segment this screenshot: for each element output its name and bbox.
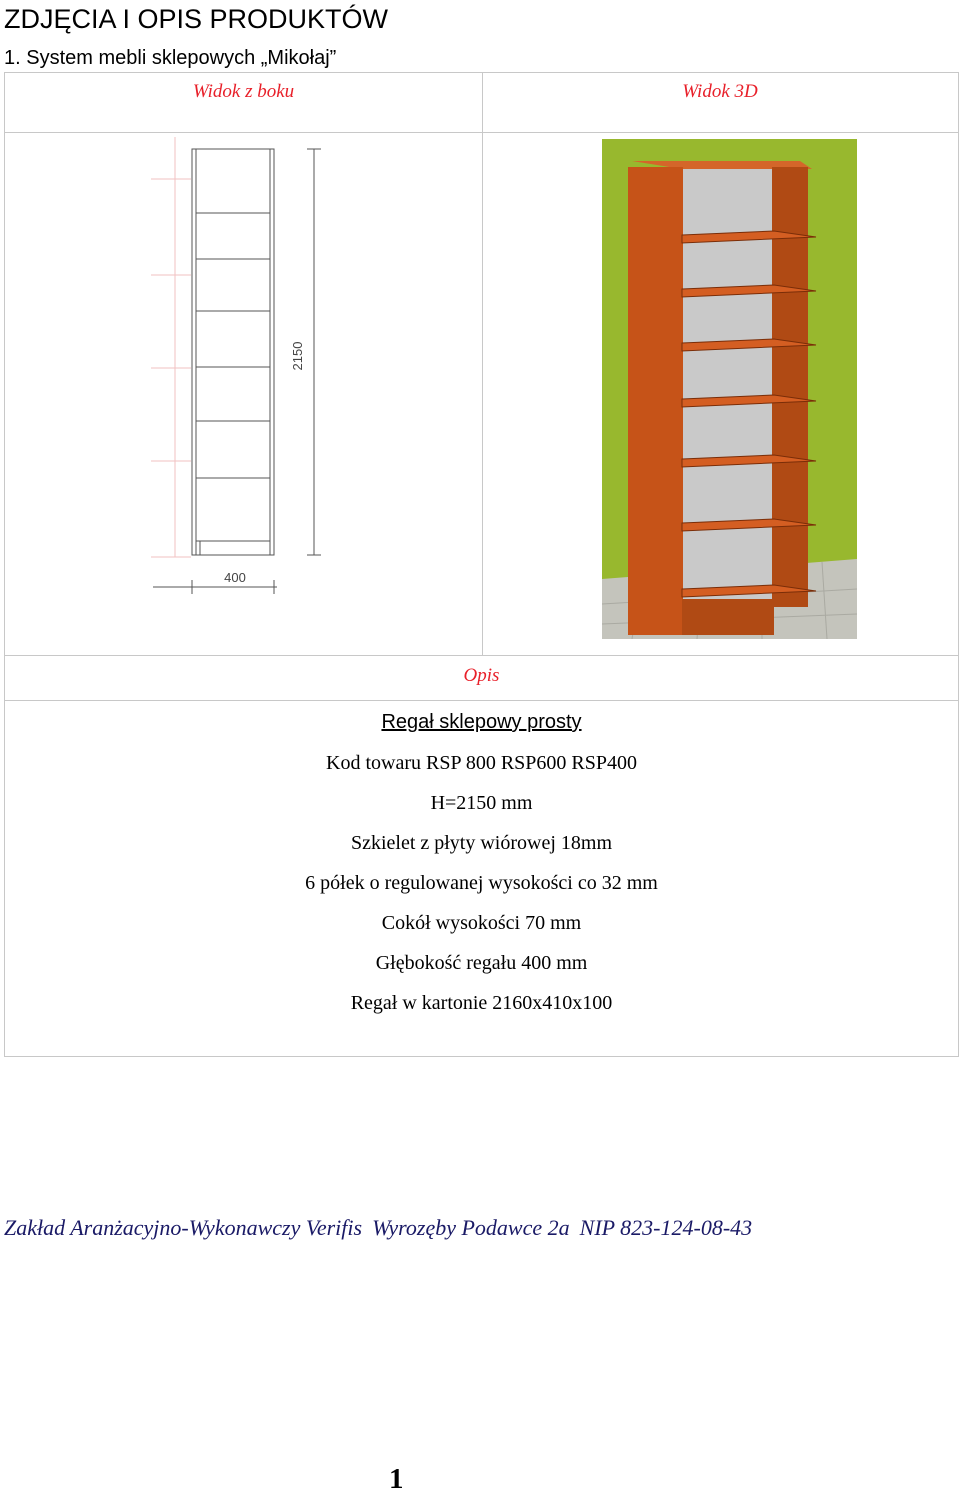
footer-company: Zakład Aranżacyjno-Wykonawczy Verifis: [4, 1215, 363, 1240]
table-column-divider: [482, 73, 483, 655]
product-frame: Szkielet z płyty wiórowej 18mm: [350, 832, 613, 854]
footer-address: Wyrozęby Podawce 2a: [372, 1215, 570, 1240]
depth-dimension-label: [210, 567, 260, 587]
side-view-drawing: [145, 137, 345, 607]
height-dimension-label: [285, 331, 309, 381]
side-view-caption: Widok z boku: [192, 81, 295, 102]
shelf-3d-render: [602, 139, 857, 639]
product-table: [4, 72, 959, 1057]
product-packaging: Regał w kartonie 2160x410x100: [350, 992, 613, 1014]
page-subtitle: 1. System mebli sklepowych „Mikołaj”: [4, 47, 337, 69]
description-caption: Opis: [463, 665, 500, 686]
table-divider: [5, 700, 958, 701]
product-code: Kod towaru RSP 800 RSP600 RSP400: [326, 752, 637, 774]
product-shelves: 6 półek o regulowanej wysokości co 32 mm: [305, 872, 658, 894]
product-name: Regał sklepowy prosty: [381, 711, 582, 733]
depth-label: 400: [224, 570, 246, 585]
view-3d-caption: Widok 3D: [682, 81, 758, 102]
page-number: 1: [389, 1463, 404, 1495]
height-label: 2150: [290, 341, 305, 371]
footer: [4, 1214, 762, 1242]
product-plinth: Cokół wysokości 70 mm: [381, 912, 582, 934]
table-divider: [5, 655, 958, 656]
footer-nip: NIP 823-124-08-43: [579, 1215, 753, 1240]
page-title: ZDJĘCIA I OPIS PRODUKTÓW: [4, 4, 389, 34]
product-height: H=2150 mm: [430, 792, 533, 814]
product-depth: Głębokość regału 400 mm: [375, 952, 588, 974]
